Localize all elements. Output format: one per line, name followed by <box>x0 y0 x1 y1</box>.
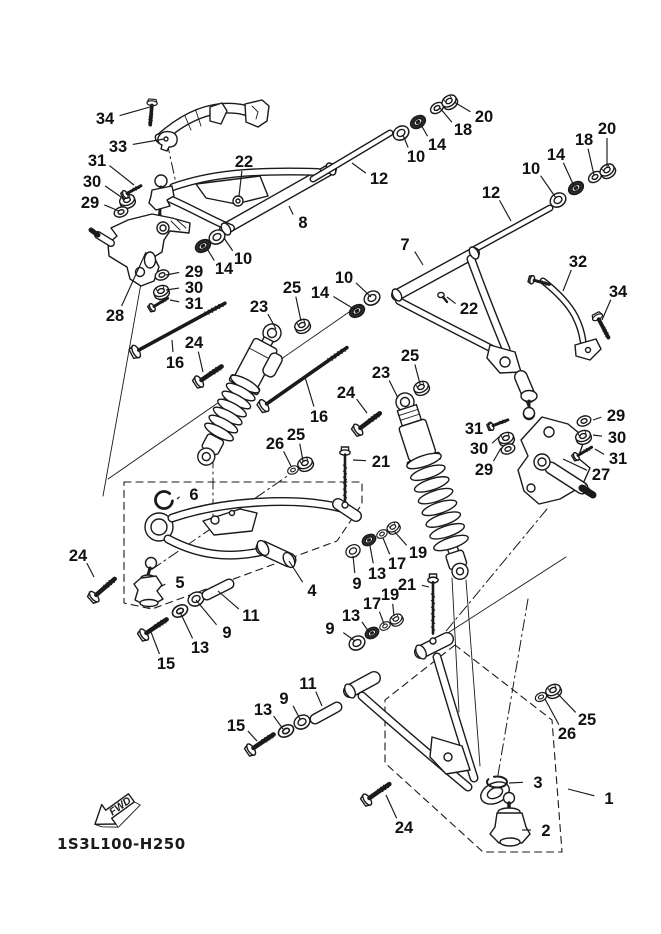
callout-18 <box>440 108 472 139</box>
callout-21 <box>398 576 429 594</box>
callout-24 <box>337 384 367 413</box>
part-number-label: 10 <box>521 160 541 178</box>
callout-4 <box>289 561 317 600</box>
part-number-label: 6 <box>189 486 199 504</box>
leader-line <box>170 300 179 302</box>
nut-25 <box>293 317 312 336</box>
bushing-9 <box>347 633 368 653</box>
leader-line <box>563 270 571 291</box>
leader-line <box>440 108 452 122</box>
part-number-label: 33 <box>108 138 128 156</box>
leader-line <box>180 612 193 638</box>
part-number-label: 30 <box>184 279 204 297</box>
callout-34 <box>602 283 628 320</box>
callout-22 <box>447 297 478 318</box>
part-number-label: 9 <box>222 624 232 642</box>
callout-10 <box>335 269 371 297</box>
nut-25 <box>296 455 315 474</box>
callout-24 <box>386 795 414 837</box>
part-number-label: 16 <box>165 354 185 372</box>
callout-33 <box>109 138 164 156</box>
lower-arm-left <box>145 502 356 570</box>
part-number-label: 9 <box>352 575 362 593</box>
callout-7 <box>400 236 423 265</box>
part-number-label: 12 <box>481 184 501 202</box>
part-number-label: 3 <box>533 774 543 792</box>
callout-8 <box>289 206 308 232</box>
leader-line <box>224 238 233 251</box>
clamp-33 <box>158 132 177 151</box>
part-number-label: 23 <box>371 364 391 382</box>
callout-24 <box>185 334 204 372</box>
part-number-label: 13 <box>190 639 210 657</box>
seal-14 <box>408 113 428 131</box>
part-number-label: 34 <box>608 283 628 301</box>
bolt-24-lower-left <box>86 574 119 605</box>
callout-25 <box>283 279 301 321</box>
part-number-label: 24 <box>336 384 356 402</box>
leader-line <box>557 693 576 712</box>
part-number-label: 8 <box>298 214 308 232</box>
part-number-label: 24 <box>394 819 414 837</box>
bolt-24-bottom <box>359 779 393 808</box>
leader-line <box>120 107 150 116</box>
part-number-label: 21 <box>397 576 417 594</box>
callout-30 <box>593 429 626 447</box>
part-number-label: 22 <box>234 153 254 171</box>
leader-line <box>284 451 291 466</box>
leader-line <box>172 340 173 352</box>
callout-10 <box>403 135 425 166</box>
coil-spring <box>203 372 262 444</box>
hardware-bottom-right <box>534 682 563 703</box>
leader-line <box>352 163 366 173</box>
leader-line <box>493 448 501 461</box>
part-number-label: 2 <box>541 822 551 840</box>
washer-13 <box>170 602 189 619</box>
seal-14 <box>566 179 586 197</box>
leader-line <box>87 563 94 577</box>
part-number-label: 18 <box>574 131 594 149</box>
leader-line <box>289 561 303 582</box>
part-number-label: 28 <box>105 307 125 325</box>
bolt-34-right <box>591 311 613 340</box>
callout-12 <box>352 163 388 188</box>
part-number-label: 13 <box>367 565 387 583</box>
leader-line <box>563 163 574 186</box>
seal-14 <box>347 302 367 320</box>
callout-6 <box>177 486 199 504</box>
part-number-label: 30 <box>469 440 489 458</box>
leader-line <box>333 296 354 309</box>
upper-arm-right <box>390 245 534 419</box>
part-number-label: 15 <box>156 655 176 673</box>
leader-line <box>177 497 180 499</box>
leader-line <box>196 600 217 625</box>
callout-25 <box>287 426 305 461</box>
callout-13 <box>368 546 386 583</box>
leader-line <box>454 102 470 112</box>
steering-knuckle-left <box>91 214 190 286</box>
callout-19 <box>381 586 399 616</box>
leader-line <box>162 584 165 586</box>
steering-knuckle-right <box>518 417 593 504</box>
part-number-label: 17 <box>387 555 407 573</box>
part-number-label: 15 <box>226 717 246 735</box>
ball-stud-right <box>521 391 537 419</box>
coil-spring <box>405 450 470 554</box>
part-number-label: 14 <box>214 260 234 278</box>
leader-line <box>393 604 394 616</box>
part-number-label: 25 <box>286 426 306 444</box>
part-number-label: 9 <box>279 690 289 708</box>
part-number-label: 14 <box>427 136 447 154</box>
seal-13 <box>360 532 378 548</box>
part-number-label: 31 <box>608 450 628 468</box>
fwd-arrow <box>88 786 143 837</box>
part-number-label: 24 <box>184 334 204 352</box>
leader-line <box>447 297 456 304</box>
bolt-15 <box>243 729 277 758</box>
callout-29 <box>81 194 119 212</box>
callout-29 <box>593 407 625 425</box>
leader-line <box>104 205 119 211</box>
leader-line <box>206 247 214 260</box>
part-number-label: 26 <box>265 435 285 453</box>
callout-12 <box>482 184 511 221</box>
callout-32 <box>563 253 587 291</box>
leader-line <box>357 399 367 413</box>
pivot-shaft-12-right <box>475 208 550 249</box>
leader-line <box>274 716 283 729</box>
part-number-label: 11 <box>299 675 317 693</box>
leader-line <box>500 200 511 221</box>
part-number-label: 31 <box>464 420 484 438</box>
part-number-label: 20 <box>597 120 617 138</box>
leader-line <box>509 782 523 783</box>
part-number-label: 11 <box>242 607 260 625</box>
leader-line <box>379 612 384 624</box>
part-number-label: 19 <box>408 544 428 562</box>
part-number-label: 29 <box>184 263 204 281</box>
callout-14 <box>206 247 234 278</box>
part-number-label: 24 <box>68 547 88 565</box>
part-number-label: 10 <box>233 250 253 268</box>
callout-9 <box>279 690 300 719</box>
leader-line <box>198 352 203 372</box>
part-number-label: 29 <box>474 461 494 479</box>
callout-5 <box>162 574 185 592</box>
bolt-24-mid-left <box>191 361 225 390</box>
callout-10 <box>522 160 556 198</box>
hardware-row-top-left <box>391 92 460 143</box>
leader-line <box>588 149 594 175</box>
callout-31 <box>465 420 491 438</box>
stud-21-left <box>340 447 350 501</box>
part-number-label: 31 <box>184 295 204 313</box>
part-number-label: 30 <box>82 173 102 191</box>
part-number-label: 25 <box>400 347 420 365</box>
drawing-code: 1S3L100-H250 <box>57 835 186 853</box>
leader-line <box>389 380 398 398</box>
part-number-label: 31 <box>87 152 107 170</box>
part-number-label: 26 <box>557 725 577 743</box>
leader-line <box>568 789 594 796</box>
callout-25 <box>401 347 420 384</box>
stud-21-right <box>428 574 438 633</box>
callout-13 <box>180 612 209 657</box>
leader-line <box>422 585 429 587</box>
pipe-tab <box>210 103 227 124</box>
leader-line <box>362 622 369 632</box>
part-number-label: 29 <box>606 407 626 425</box>
leader-line <box>593 417 601 420</box>
part-number-label: 14 <box>546 146 566 164</box>
nut-25 <box>412 379 431 398</box>
part-number-label: 23 <box>249 298 269 316</box>
bushing-9 <box>292 712 313 732</box>
grease-fitting-22 <box>438 292 447 302</box>
part-number-label: 1 <box>604 790 614 808</box>
nut-19 <box>385 520 402 536</box>
part-number-label: 22 <box>459 300 479 318</box>
part-number-label: 14 <box>310 284 330 302</box>
leader-line <box>370 546 373 563</box>
leader-line <box>394 531 407 545</box>
part-number-label: 13 <box>341 607 361 625</box>
leader-line <box>386 795 397 818</box>
nut-25 <box>544 682 563 701</box>
callout-15 <box>151 632 175 673</box>
callout-17 <box>383 538 406 573</box>
leader-line <box>383 538 390 554</box>
part-number-label: 21 <box>371 453 391 471</box>
callout-17 <box>363 595 384 624</box>
fwd-label: FWD <box>107 794 134 819</box>
part-number-label: 25 <box>282 279 302 297</box>
snap-ring-6 <box>152 488 176 512</box>
part-number-label: 7 <box>400 236 410 254</box>
leader-line <box>316 692 322 706</box>
callout-9 <box>352 556 361 593</box>
leader-line <box>595 449 604 454</box>
part-number-label: 19 <box>380 586 400 604</box>
part-number-label: 5 <box>175 574 185 592</box>
callout-20 <box>598 120 616 167</box>
pipe-bracket <box>245 100 269 127</box>
callout-23 <box>372 364 398 398</box>
hardware-row-top-right <box>548 161 618 210</box>
part-number-label: 12 <box>369 170 389 188</box>
callout-16 <box>166 340 184 372</box>
leader-line <box>602 300 611 320</box>
callout-11 <box>218 591 260 625</box>
leader-line <box>296 297 301 321</box>
leader-line <box>353 556 355 573</box>
leader-line <box>305 377 314 407</box>
callout-21 <box>353 453 390 471</box>
callout-24 <box>69 547 94 577</box>
callout-9 <box>196 600 232 642</box>
leader-line <box>218 591 239 609</box>
leader-line <box>109 166 134 185</box>
part-number-label: 29 <box>80 194 100 212</box>
part-number-label: 16 <box>309 408 329 426</box>
leader-line <box>248 731 257 741</box>
part-number-label: 27 <box>591 466 611 484</box>
leader-line <box>289 206 293 214</box>
leader-line <box>541 176 556 198</box>
callout-30 <box>470 437 499 458</box>
washer-29 <box>576 414 592 428</box>
leader-line <box>492 437 499 443</box>
part-number-label: 30 <box>607 429 627 447</box>
collar-10 <box>391 123 412 143</box>
callout-15 <box>227 717 257 741</box>
washer-13 <box>276 722 295 739</box>
leader-line <box>356 283 371 297</box>
part-number-label: 10 <box>334 269 354 287</box>
part-number-label: 17 <box>362 595 382 613</box>
callout-18 <box>575 131 594 175</box>
pivot-bolt-16-left <box>128 297 228 360</box>
leader-line <box>151 632 159 654</box>
callout-3 <box>509 774 543 792</box>
callout-11 <box>299 675 322 706</box>
part-number-label: 18 <box>453 121 473 139</box>
leader-line <box>353 460 366 461</box>
part-number-label: 13 <box>253 701 273 719</box>
callout-16 <box>305 377 328 426</box>
callout-1 <box>568 789 614 808</box>
part-number-label: 34 <box>95 110 115 128</box>
leader-line <box>593 435 602 436</box>
part-number-label: 20 <box>474 108 494 126</box>
callout-26 <box>545 699 576 743</box>
callout-31 <box>170 295 203 313</box>
pinch-bolt-34-top <box>145 99 157 125</box>
callout-14 <box>547 146 574 186</box>
part-number-label: 25 <box>577 711 597 729</box>
part-number-label: 10 <box>406 148 426 166</box>
nut-19 <box>388 612 405 628</box>
callout-14 <box>311 284 354 309</box>
callout-25 <box>557 693 596 729</box>
part-number-label: 4 <box>307 582 317 600</box>
part-number-label: 9 <box>325 620 335 638</box>
leader-line <box>415 364 420 384</box>
part-number-label: 32 <box>568 253 588 271</box>
callout-34 <box>96 107 150 128</box>
leader-line <box>415 252 423 265</box>
